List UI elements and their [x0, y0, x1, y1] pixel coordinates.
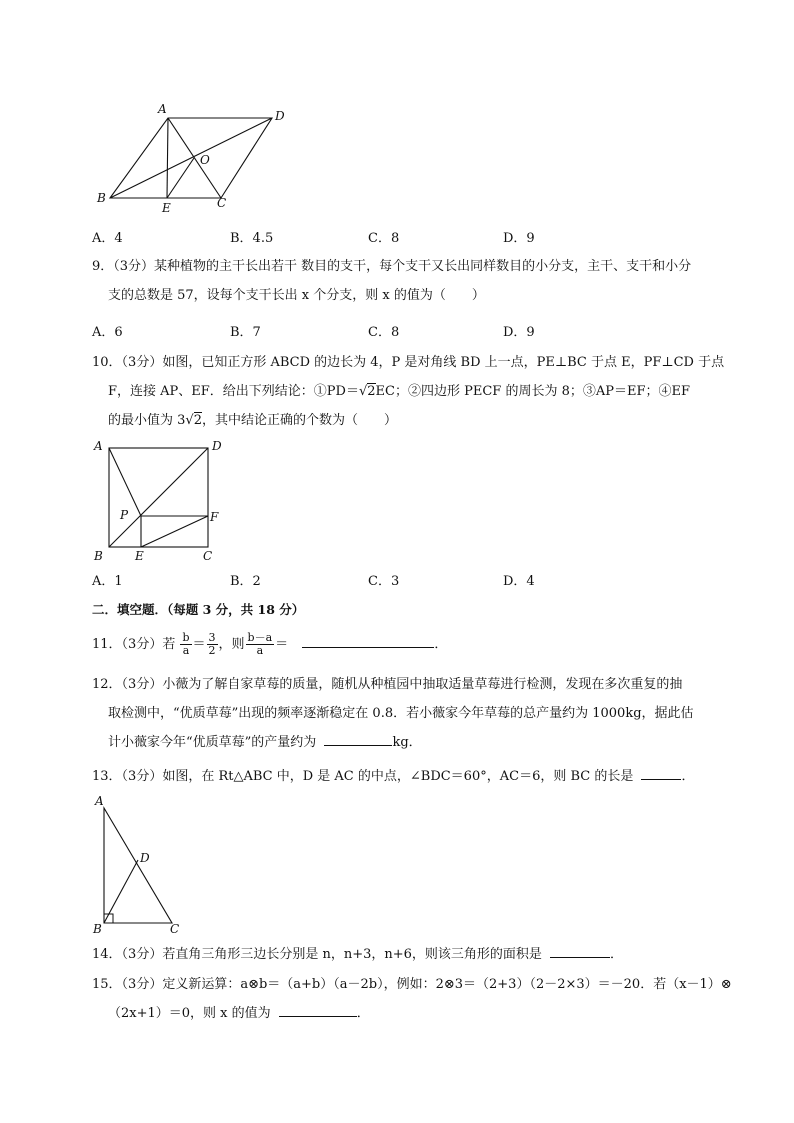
label-d: D [275, 109, 285, 123]
q11-frac2-den: 2 [208, 644, 216, 657]
q9-line-1: 9．（3分）某种植物的主干长出若干 数目的支干，每个支干又长出同样数目的小分支，主干、支干和小分 [92, 259, 692, 274]
triangle-abc [104, 808, 172, 923]
q8-option-c: C．8 [368, 231, 400, 246]
label-c: C [203, 549, 213, 563]
diagonal-ac [168, 118, 221, 198]
label-d: D [212, 439, 222, 453]
diagonal-bd [110, 118, 272, 198]
q10-line-1: 10．（3分）如图，已知正方形 ABCD 的边长为 4，P 是对角线 BD 上一点，PE⊥BC 于点 E，PF⊥CD 于点 [92, 355, 725, 370]
label-e: E [162, 201, 171, 215]
figure-q8-parallelogram [90, 100, 300, 215]
q11-fraction-target [246, 632, 275, 657]
q11-suffix: ＝ [275, 637, 289, 652]
diagonal-bd [109, 448, 208, 547]
label-b: B [94, 549, 103, 563]
q13-text-b: ． [681, 769, 695, 784]
q10-sqrt-symbol: √ [358, 384, 368, 399]
q15-line-1: 15．（3分）定义新运算：a⊗b＝（a+b）（a－2b），例如：2⊗3＝（2+3）（2－2×3）＝－20．若（x－1）⊗ [92, 977, 732, 992]
label-b: B [97, 191, 106, 205]
q15-line-2-part-b: ． [356, 1006, 370, 1021]
q15-line-2-part-a: （2x+1）＝0，则 x 的值为 [108, 1006, 271, 1021]
q14-text-b: ． [610, 947, 624, 962]
q10-line-2-part-a: F，连接 AP、EF．给出下列结论：①PD＝ [108, 384, 359, 399]
label-c: C [170, 922, 180, 935]
q11-frac3-num: b－a [247, 631, 273, 644]
question-13 [92, 762, 742, 791]
q10-option-d: D．4 [503, 574, 535, 589]
q10-option-c: C．3 [368, 574, 400, 589]
q12-answer-blank[interactable] [324, 731, 392, 746]
q12-line-1: 12．（3分）小薇为了解自家草莓的质量，随机从种植园中抽取适量草莓进行检测，发现在多次重复的抽 [92, 677, 683, 692]
q11-mid: ，则 [218, 637, 245, 652]
question-10 [92, 348, 742, 435]
segment-ae [167, 118, 168, 198]
label-f: F [210, 510, 219, 524]
label-e: E [135, 549, 144, 563]
figure-q10-square [88, 436, 228, 566]
q9-line-2: 支的总数是 57，设每个支干长出 x 个分支，则 x 的值为（ ） [108, 288, 485, 303]
q10-sqrt-radicand-2: 2 [193, 413, 202, 428]
q12-line-3-part-a: 计小薇家今年“优质草莓”的产量约为 [108, 735, 317, 750]
label-b: B [93, 922, 102, 935]
label-a: A [158, 102, 167, 116]
question-15 [92, 970, 742, 1028]
q11-end: ． [434, 637, 448, 652]
q8-option-d: D．9 [503, 231, 535, 246]
q11-fraction-3-over-2 [207, 632, 218, 657]
q11-equals: ＝ [192, 637, 206, 652]
q9-option-c: C．8 [368, 325, 400, 340]
question-9 [92, 252, 742, 310]
q11-frac1-num: b [182, 631, 190, 644]
q12-line-3 [92, 728, 742, 757]
q13-text-a: 13．（3分）如图，在 Rt△ABC 中，D 是 AC 的中点，∠BDC＝60°，AC＝6，则 BC 的长是 [92, 769, 634, 784]
q8-option-b: B．4.5 [230, 231, 274, 246]
q13-answer-blank[interactable] [641, 765, 681, 780]
q9-option-d: D．9 [503, 325, 535, 340]
q10-line-3 [92, 406, 742, 435]
label-a: A [95, 794, 104, 808]
segment-ap [109, 448, 141, 516]
q11-answer-blank[interactable] [302, 633, 434, 648]
segment-eo [167, 158, 194, 198]
q9-option-b: B．7 [230, 325, 261, 340]
q14-text-a: 14．（3分）若直角三角形三边长分别是 n，n+3，n+6，则该三角形的面积是 [92, 947, 542, 962]
q10-line-2-part-b: EC；②四边形 PECF 的周长为 8；③AP＝EF；④EF [375, 384, 691, 399]
label-a: A [94, 439, 103, 453]
q14-answer-blank[interactable] [550, 943, 610, 958]
q11-prefix: 11．（3分）若 [92, 637, 176, 652]
q10-sqrt-radicand: 2 [367, 384, 376, 399]
q10-sqrt-symbol-2: √ [185, 413, 194, 428]
q11-fraction-b-over-a [180, 632, 191, 657]
figure-q13-right-triangle [88, 790, 188, 935]
q10-line-3-part-a: 的最小值为 3 [108, 413, 186, 428]
q10-option-b: B．2 [230, 574, 261, 589]
label-c: C [217, 196, 227, 210]
question-14 [92, 940, 742, 969]
q12-line-2: 取检测中，“优质草莓”出现的频率逐渐稳定在 0.8．若小薇家今年草莓的总产量约为 1000kg，据此估 [108, 706, 694, 721]
q15-answer-blank[interactable] [279, 1002, 357, 1017]
label-d: D [140, 851, 150, 865]
segment-ef [141, 516, 208, 547]
q10-line-2 [92, 377, 742, 406]
q10-option-a: A．1 [92, 574, 123, 589]
q12-line-3-part-b: kg． [392, 735, 422, 750]
question-12 [92, 670, 742, 757]
q15-line-2 [92, 999, 742, 1028]
q10-line-3-part-b: ，其中结论正确的个数为（ ） [201, 413, 397, 428]
q11-frac3-den: a [256, 644, 264, 657]
label-o: O [200, 153, 210, 167]
q9-option-a: A．6 [92, 325, 123, 340]
section-2-heading: 二．填空题．（每题 3 分，共 18 分） [92, 602, 305, 617]
question-11 [92, 630, 742, 659]
q11-frac1-den: a [182, 644, 190, 657]
q8-option-a: A．4 [92, 231, 123, 246]
label-p: P [120, 508, 129, 522]
q11-frac2-num: 3 [208, 631, 216, 644]
